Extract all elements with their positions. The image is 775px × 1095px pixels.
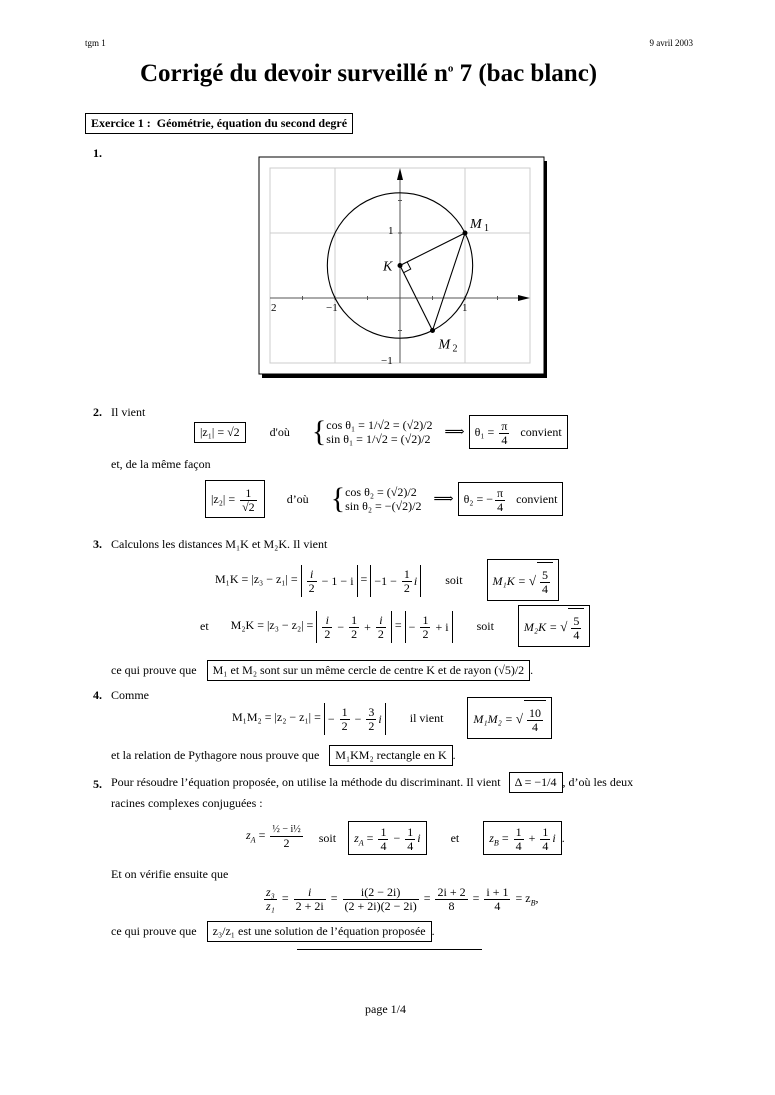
soit-2: soit	[476, 618, 494, 633]
question-number-2: 2.	[93, 405, 102, 419]
q2-intro: Il vient	[111, 405, 146, 419]
il-vient: il vient	[409, 710, 444, 725]
question-number-3: 3.	[93, 537, 102, 551]
q5-conclusion-row	[111, 921, 435, 942]
tick-label-x-left: 2	[271, 302, 277, 314]
period: .	[561, 830, 565, 845]
et-5: et	[450, 830, 460, 845]
q3-intro: Calculons les distances M₁K et M₂K. Il vient	[111, 537, 328, 551]
m1m2-result-box: M₁M₂ = √ $\frac{10}{4}$	[467, 697, 552, 739]
q5-intro: Pour résoudre l’équation proposée, on utilise la méthode du discriminant. Il vient	[111, 775, 501, 789]
point-M2	[430, 328, 435, 333]
z2-modulus-box: |z₂| = $\frac{1}{√2}$	[205, 480, 265, 518]
q5-conclusion-box: z₃/z₁ est une solution de l’équation proposée	[207, 921, 432, 942]
m2k-result-box: M₂K = √ $\frac{5}{4}$	[518, 605, 590, 647]
zB-result-box: $z_B$ = $\frac{1}{4}$ + $\frac{1}{4}$ i	[483, 821, 561, 855]
q5-conclusion-intro: ce qui prouve que	[111, 924, 197, 938]
soit-1: soit	[445, 572, 463, 587]
header-left: tgm 1	[85, 38, 106, 48]
tick-label-x-minus1: −1	[326, 302, 338, 314]
q3-conclusion-row	[111, 660, 533, 681]
q3-line1: M₁K = |z₃ − z₁| = $\frac{i}{2}$ − 1 − i = −1 − $\frac{1}{2}$ i	[215, 563, 421, 596]
q4-line: M₁M₂ = |z₂ − z₁| = − $\frac{1}{2}$ − $\frac{3}{2}$ i	[232, 701, 386, 734]
header-date: 9 avril 2003	[649, 38, 693, 48]
label-M2: M	[438, 337, 451, 353]
point-M1	[463, 231, 468, 236]
q5-roots-row	[246, 818, 565, 858]
theta1-box: θ₁ = $\frac{\pi}{4}$ convient	[469, 415, 568, 449]
q5-intro2: racines complexes conjuguées :	[111, 796, 263, 810]
period: .	[431, 924, 435, 938]
q3-conclusion-intro: ce qui prouve que	[111, 663, 197, 677]
q2-line2	[205, 480, 563, 518]
q2-line1	[194, 414, 568, 450]
q2-same-way: et, de la même façon	[111, 457, 211, 471]
dou-2: d’où	[286, 491, 309, 506]
question-number-1: 1.	[93, 146, 102, 160]
verify-calc: $\frac{\text{z₃}}{\text{z₁}}$ = $\frac{i}{2 + 2i}$ = $\frac{i(2 - 2i)}{(2 + 2i)(2 - 2i)}$ = $\frac{2i + 2}{8}$ = $\frac{i + 1}{4}$ = $z_B$,	[266, 884, 539, 913]
q3-line2: M₂K = |z₃ − z₂| = $\frac{i}{2}$ − $\frac{1}{2}$ + $\frac{i}{2}$ = − $\frac{1}{2}$ + i	[231, 609, 453, 642]
question-number-5: 5.	[93, 777, 102, 791]
delta-box: Δ = −1/4	[509, 772, 563, 793]
label-M1-sub: 1	[484, 223, 489, 234]
et-3: et	[200, 618, 209, 633]
label-M1: M	[470, 217, 482, 232]
implies-2: ⟹	[433, 491, 454, 507]
system-2: {cos θ₂ = (√2)/2 sin θ₂ = −(√2)/2	[330, 482, 422, 515]
pyth-result-box: M₁KM₂ rectangle en K	[329, 745, 452, 766]
verify-intro: Et on vérifie ensuite que	[111, 867, 229, 881]
period: .	[530, 663, 534, 677]
page-footer: page 1/4	[365, 1002, 406, 1016]
dou-1: d'où	[269, 424, 290, 439]
page-title: Corrigé du devoir surveillé $n^o$ 7 (bac blanc)	[140, 60, 598, 87]
point-K	[398, 263, 403, 268]
q3-line1-row	[215, 560, 559, 600]
theta2-box: θ₂ = − $\frac{\pi}{4}$ convient	[458, 482, 564, 516]
period: .	[452, 748, 456, 762]
tick-label-x-plus1: 1	[462, 302, 468, 314]
end-rule	[297, 949, 482, 950]
z1-modulus-box: |z₁| = √2	[194, 422, 246, 443]
label-K: K	[383, 259, 393, 275]
soit-5: soit	[318, 830, 337, 845]
exercise-header: Exercice 1 : Géométrie, équation du second degré	[85, 113, 353, 134]
implies-1: ⟹	[444, 424, 465, 440]
q3-conclusion-box: M₁ et M₂ sont sur un même cercle de centre K et de rayon (√5)/2	[207, 660, 531, 681]
zA-definition: $z_A$ = $\frac{\text{½ − i½}}{2}$	[246, 824, 301, 851]
figure	[255, 152, 555, 382]
tick-label-y-minus1: −1	[381, 355, 393, 367]
tick-label-y-plus1: 1	[388, 225, 394, 237]
pyth-intro: et la relation de Pythagore nous prouve que	[111, 748, 320, 762]
q5-intro-end: , d’où les deux	[562, 775, 634, 789]
label-M2-sub: 2	[452, 343, 458, 355]
system-1: {cos θ₁ = 1/√2 = (√2)/2 sin θ₁ = 1/√2 = (√2)/2	[311, 415, 433, 448]
q5-intro-row	[111, 772, 633, 793]
question-number-4: 4.	[93, 688, 102, 702]
pyth-row	[111, 745, 456, 766]
q4-intro: Comme	[111, 688, 149, 702]
q3-line2-row	[200, 606, 590, 646]
zA-result-box: $z_A$ = $\frac{1}{4}$ − $\frac{1}{4}$ i	[348, 821, 426, 855]
m1k-result-box: M₁K = √ $\frac{5}{4}$	[487, 559, 559, 601]
q4-line-row	[232, 698, 552, 738]
